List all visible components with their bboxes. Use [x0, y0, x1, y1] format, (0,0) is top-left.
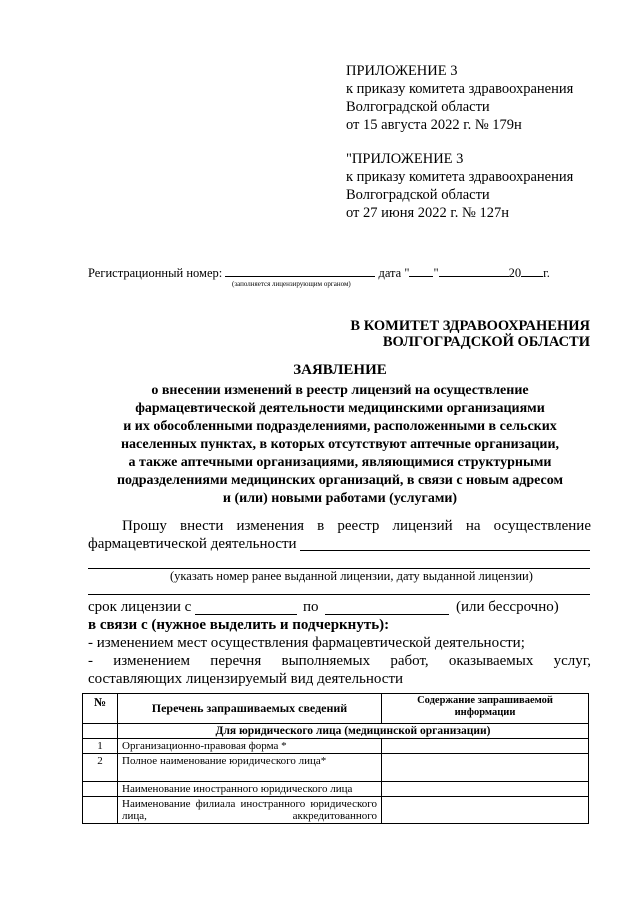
term-from-label: срок лицензии с: [88, 599, 192, 615]
document-title: ЗАЯВЛЕНИЕ: [293, 362, 387, 378]
col-header-list: Перечень запрашиваемых сведений: [118, 694, 382, 724]
subtitle-line: о внесении изменений в реестр лицензий на осуществление: [151, 383, 529, 398]
row-value-cell[interactable]: [382, 739, 589, 754]
row-num: [83, 782, 118, 797]
registration-label: Регистрационный номер:: [88, 266, 223, 280]
term-perpetual: (или бессрочно): [456, 599, 559, 615]
term-from-field[interactable]: [195, 614, 297, 615]
subtitle-line: фармацевтической деятельности медицинскими организациями: [135, 401, 545, 416]
year-suffix: г.: [543, 266, 550, 280]
reason-item-locations[interactable]: - изменением мест осуществления фармацевтической деятельности;: [88, 635, 525, 651]
appendix-previous: [346, 150, 573, 222]
registration-number-field[interactable]: [225, 264, 375, 277]
year-prefix: 20: [508, 266, 522, 280]
appendix-order-line: к приказу комитета здравоохранения: [346, 169, 574, 185]
subtitle-line: и (или) новыми работами (услугами): [222, 491, 458, 506]
reason-item-services[interactable]: - изменением перечня выполняемых работ, оказываемых услуг,: [88, 653, 591, 669]
col-header-content: Содержание запрашиваемой информации: [382, 694, 589, 724]
row-num: 1: [83, 739, 118, 754]
section-title: Для юридического лица (медицинской организации): [118, 724, 589, 739]
appendix-title: ПРИЛОЖЕНИЕ 3: [346, 63, 458, 79]
col-header-num: №: [83, 694, 118, 724]
row-label: Наименование филиала иностранного юридического лица, аккредитованного: [118, 797, 382, 824]
table-row: [83, 797, 589, 824]
subtitle-line: и их обособленными подразделениями, расположенными в сельских: [123, 419, 557, 434]
table-row: [83, 782, 589, 797]
subtitle-line: подразделениями медицинских организаций, в связи с новым адресом: [116, 473, 564, 488]
year-field[interactable]: [521, 264, 543, 277]
table-section-row: [83, 724, 589, 739]
term-to-label: по: [303, 599, 319, 615]
document-subtitle: [80, 382, 600, 508]
quote-mark: ": [433, 266, 439, 280]
table-header-row: [83, 694, 589, 724]
row-value-cell[interactable]: [382, 754, 589, 782]
appendix-current: [346, 62, 573, 134]
appendix-region-line: Волгоградской области: [346, 99, 490, 115]
row-label: Полное наименование юридического лица*: [118, 754, 382, 782]
row-num: 2: [83, 754, 118, 782]
row-value-cell[interactable]: [382, 782, 589, 797]
appendix-order-line: к приказу комитета здравоохранения: [346, 81, 574, 97]
registration-line: [88, 264, 550, 281]
addressee: [350, 318, 590, 350]
appendix-title: "ПРИЛОЖЕНИЕ 3: [346, 151, 464, 167]
row-num: [83, 797, 118, 824]
license-field-3[interactable]: [88, 594, 590, 595]
month-field[interactable]: [439, 264, 509, 277]
appendix-date-line: от 27 июня 2022 г. № 127н: [346, 205, 509, 221]
subtitle-line: а также аптечными организациями, являющимися структурными: [128, 455, 552, 470]
row-label: Организационно-правовая форма *: [118, 739, 382, 754]
row-label: Наименование иностранного юридического лица: [118, 782, 382, 797]
subtitle-line: населенных пунктах, в которых отсутствуют аптечные организации,: [120, 437, 560, 452]
appendix-date-line: от 15 августа 2022 г. № 179н: [346, 117, 522, 133]
date-label: дата ": [378, 266, 410, 280]
appendix-region-line: Волгоградской области: [346, 187, 490, 203]
reason-heading: в связи с (нужное выделить и подчеркнуть):: [88, 617, 390, 633]
day-field[interactable]: [409, 264, 433, 277]
license-field-1[interactable]: [300, 550, 590, 551]
reason-item-services-cont: составляющих лицензируемый вид деятельности: [88, 671, 404, 687]
info-table: [82, 693, 589, 824]
addressee-line: В КОМИТЕТ ЗДРАВООХРАНЕНИЯ: [350, 318, 590, 334]
table-row: [83, 739, 589, 754]
addressee-line: ВОЛГОГРАДСКОЙ ОБЛАСТИ: [382, 334, 590, 350]
term-to-field[interactable]: [325, 614, 449, 615]
request-line1: Прошу внести изменения в реестр лицензий на осуществление: [122, 518, 591, 534]
license-hint: (указать номер ранее выданной лицензии, дату выданной лицензии): [170, 569, 533, 583]
request-line2: фармацевтической деятельности: [88, 536, 297, 552]
registration-note: (заполняется лицензирующим органом): [232, 280, 351, 288]
row-value-cell[interactable]: [382, 797, 589, 824]
table-row: [83, 754, 589, 782]
